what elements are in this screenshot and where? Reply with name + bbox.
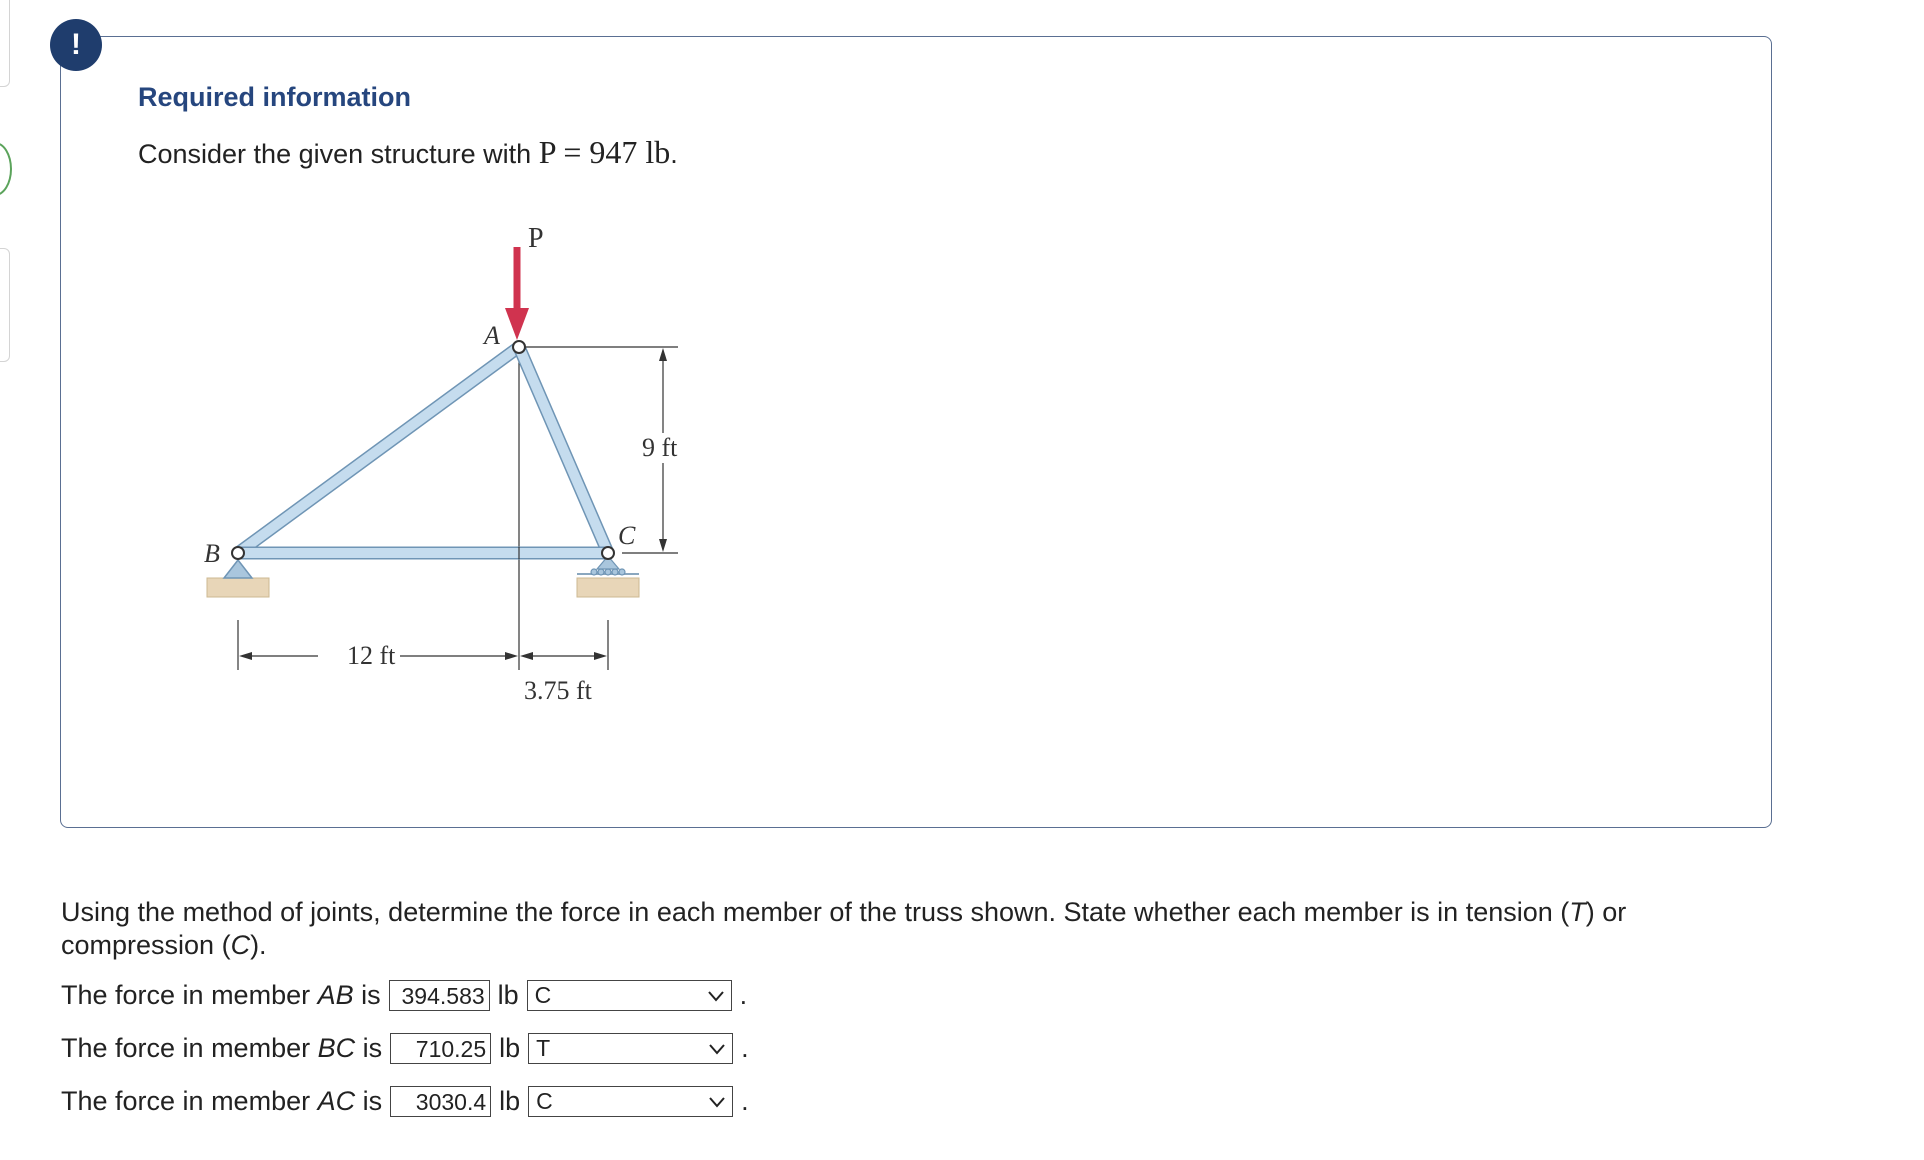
answer-row-ac	[61, 1086, 749, 1117]
pin-support-b	[224, 560, 252, 578]
answer-suffix: .	[741, 1086, 749, 1116]
question-part: ).	[250, 930, 267, 960]
label-span-right: 3.75 ft	[524, 676, 592, 705]
question-text	[61, 896, 1761, 962]
type-ac-value: C	[536, 1088, 553, 1114]
left-panel-edge	[0, 248, 10, 362]
label-span-left: 12 ft	[347, 641, 396, 670]
answer-suffix: .	[739, 980, 748, 1010]
required-info-title: Required information	[138, 82, 412, 112]
structure-intro	[138, 134, 678, 171]
support-c-ground	[577, 578, 639, 597]
joint-a	[513, 341, 525, 353]
type-bc-select[interactable]	[528, 1033, 733, 1064]
answer-row-bc	[61, 1033, 749, 1064]
question-part: ) or compression (	[61, 897, 1627, 960]
label-b: B	[204, 539, 220, 568]
label-height: 9 ft	[642, 433, 678, 462]
label-p: P	[528, 223, 544, 254]
type-ab-value: C	[534, 982, 552, 1008]
load-arrow-head	[505, 308, 529, 340]
chevron-down-icon	[706, 1091, 728, 1113]
unit-label: lb	[499, 1033, 521, 1063]
force-ac-input[interactable]: 3030.4	[390, 1086, 491, 1117]
type-ac-select[interactable]	[528, 1086, 733, 1117]
intro-text: Consider the given structure with	[138, 139, 532, 169]
answer-label: is	[362, 1086, 383, 1116]
intro-suffix: .	[670, 139, 678, 169]
unit-label: lb	[499, 1086, 521, 1116]
type-ab-select[interactable]	[527, 980, 732, 1011]
label-a: A	[484, 321, 500, 350]
force-bc-input[interactable]: 710.25	[390, 1033, 491, 1064]
left-panel-edge	[0, 0, 10, 87]
left-status-indicator	[0, 142, 12, 196]
alert-icon: !	[50, 19, 102, 71]
compression-symbol: C	[230, 930, 251, 960]
chevron-down-icon	[705, 985, 727, 1007]
joint-b	[232, 547, 244, 559]
question-part: Using the method of joints, determine the force in each member of the truss shown. State whether each member is in tension (	[61, 897, 1570, 927]
answer-label: The force in member	[61, 1033, 311, 1063]
answer-suffix: .	[741, 1033, 749, 1063]
answer-label: The force in member	[61, 1086, 311, 1116]
type-bc-value: T	[536, 1035, 551, 1061]
member-name: AB	[317, 980, 354, 1010]
unit-label: lb	[497, 980, 519, 1010]
answer-label: is	[361, 980, 381, 1010]
force-ab-input[interactable]: 394.583	[389, 980, 490, 1011]
load-value: P = 947 lb	[538, 134, 671, 170]
joint-c	[602, 547, 614, 559]
answer-row-ab	[61, 980, 747, 1011]
answer-label: The force in member	[61, 980, 311, 1010]
member-name: AC	[317, 1086, 356, 1116]
tension-symbol: T	[1569, 897, 1586, 927]
truss-figure	[190, 220, 690, 720]
support-b-ground	[207, 578, 269, 597]
label-c: C	[618, 521, 636, 550]
chevron-down-icon	[706, 1038, 728, 1060]
answer-label: is	[362, 1033, 383, 1063]
member-name: BC	[317, 1033, 356, 1063]
